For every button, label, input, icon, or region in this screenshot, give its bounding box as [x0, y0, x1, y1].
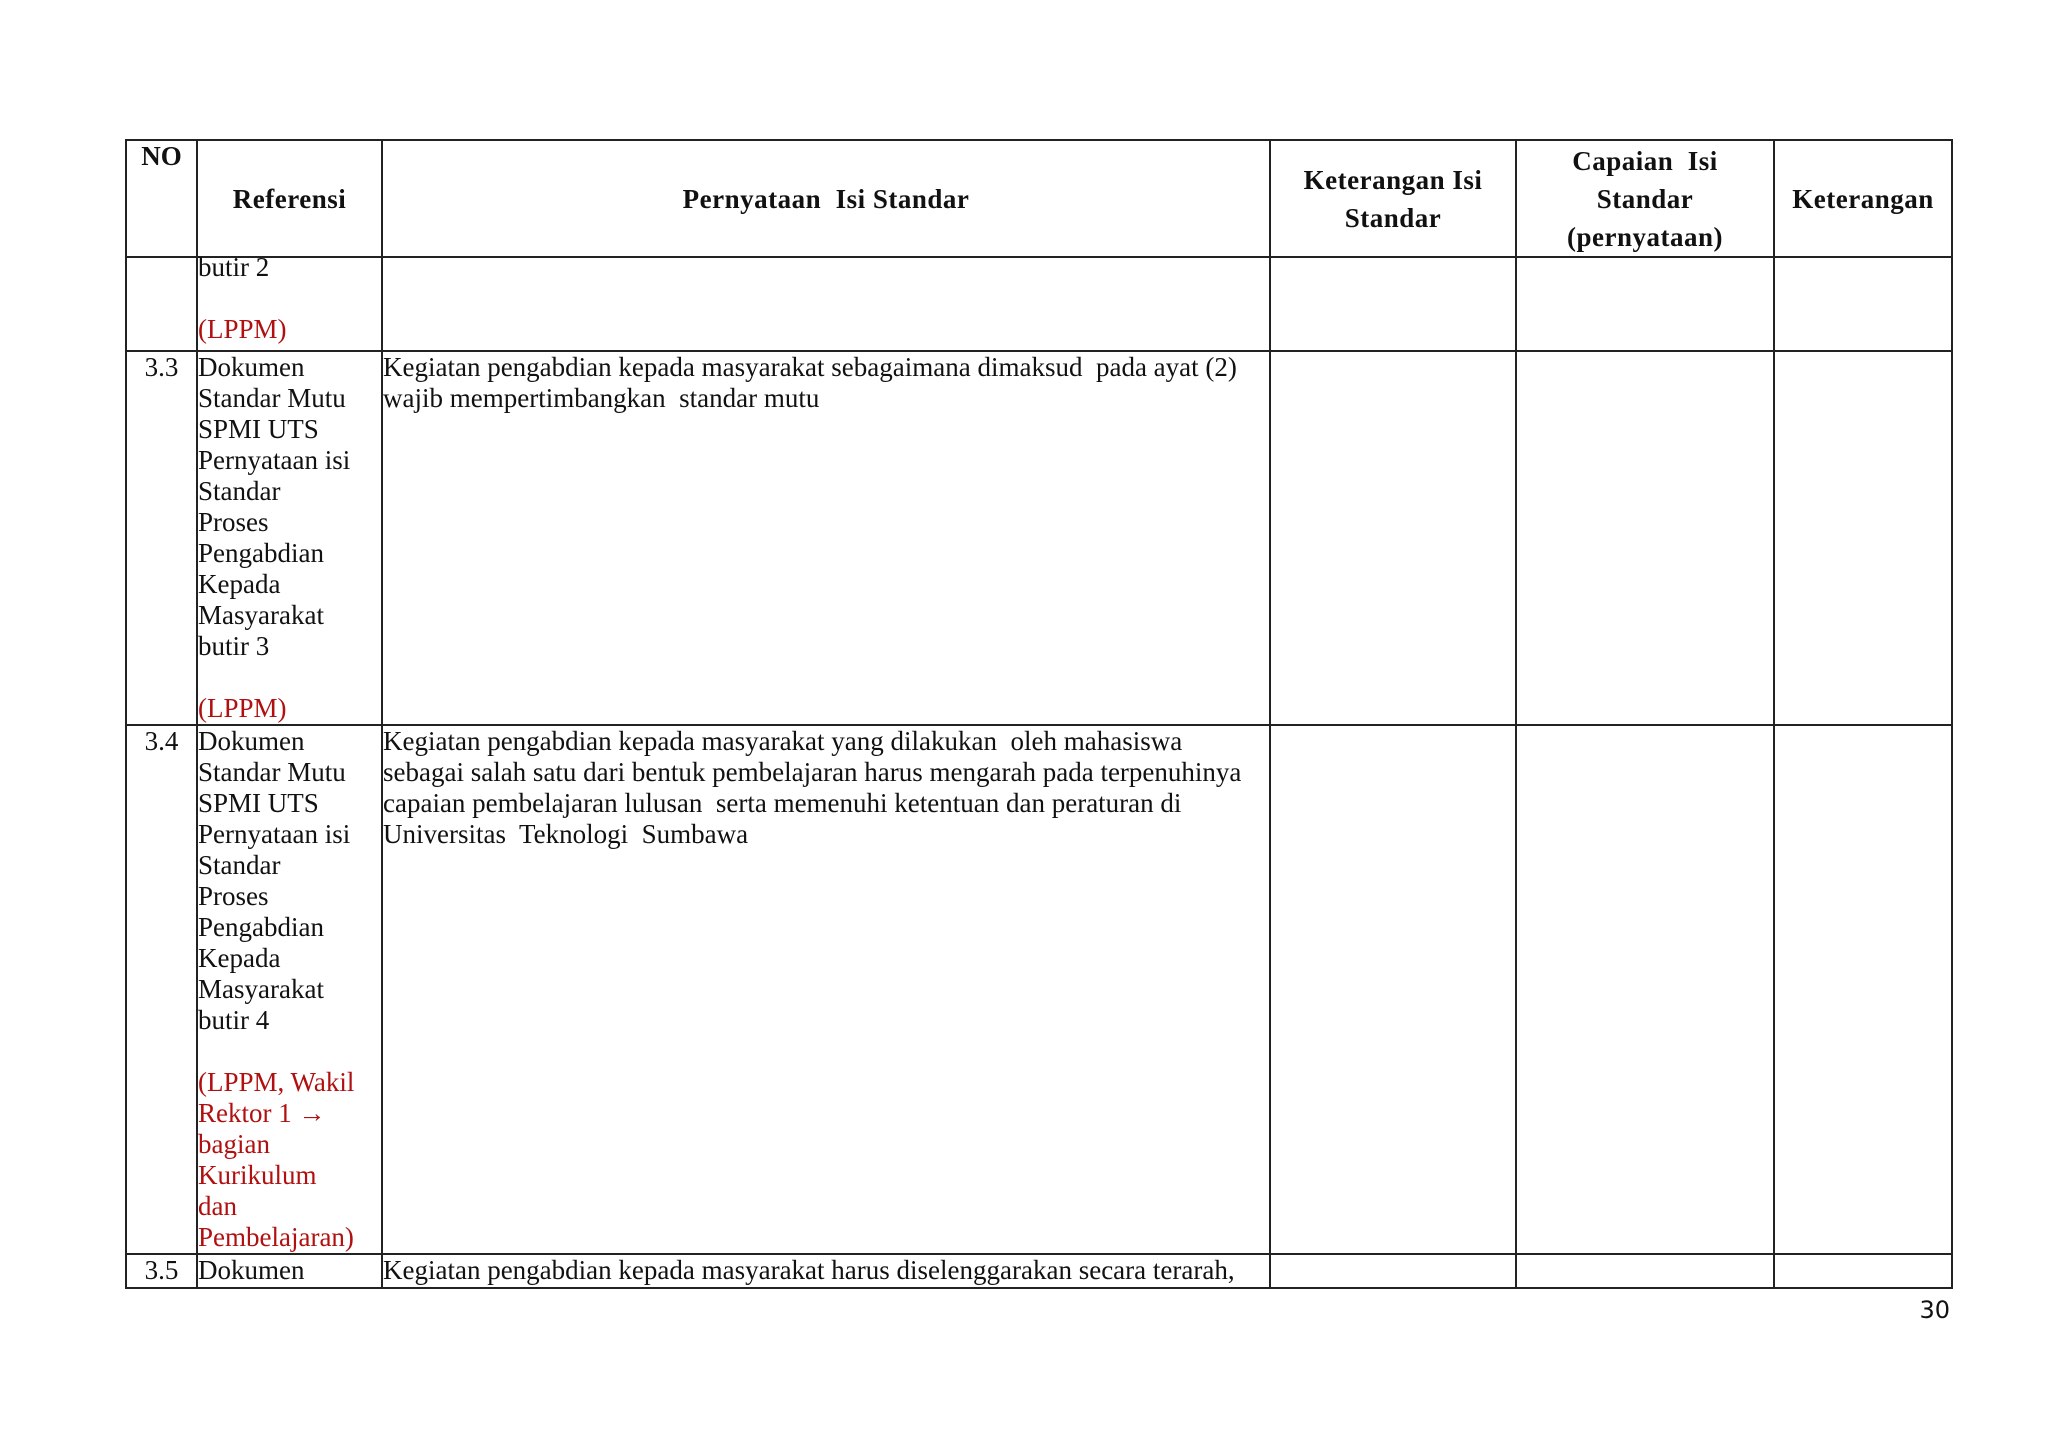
row-keterangan [1774, 1254, 1952, 1288]
row-keterangan-isi [1270, 725, 1516, 1254]
responsible-unit: dan [198, 1191, 237, 1221]
row-keterangan-isi [1270, 1254, 1516, 1288]
row-number: 3.4 [126, 725, 197, 1254]
header-keterangan-isi: Keterangan Isi Standar [1270, 140, 1516, 257]
table-row [126, 1254, 1952, 1288]
header-keterangan: Keterangan [1774, 140, 1952, 257]
row-capaian [1516, 351, 1774, 725]
table-row [126, 351, 1952, 725]
row-number: 3.3 [126, 351, 197, 725]
standard-table [125, 139, 1953, 1289]
row-referensi: Dokumen Standar Mutu SPMI UTS Pernyataan isi Standar Proses Pengabdian Kepada Masyarakat butir 3 (LPPM) [197, 351, 382, 725]
responsible-unit: Kurikulum [198, 1160, 317, 1190]
header-pernyataan: Pernyataan Isi Standar [382, 140, 1270, 257]
row-capaian [1516, 257, 1774, 351]
row-number: 3.5 [126, 1254, 197, 1288]
row-statement: Kegiatan pengabdian kepada masyarakat yang dilakukan oleh mahasiswa sebagai salah satu dari bentuk pembelajaran harus mengarah pada terpenuhinya capaian pembelajaran lulusan serta memenuhi ketentuan dan peraturan di Universitas Teknologi Sumbawa [382, 725, 1270, 1254]
row-capaian [1516, 725, 1774, 1254]
row-capaian [1516, 1254, 1774, 1288]
responsible-unit: Pembelajaran) [198, 1222, 354, 1252]
row-statement: Kegiatan pengabdian kepada masyarakat harus diselenggarakan secara terarah, [382, 1254, 1270, 1288]
table-row [126, 725, 1952, 1254]
header-capaian: Capaian Isi Standar (pernyataan) [1516, 140, 1774, 257]
row-number [126, 257, 197, 351]
row-keterangan-isi [1270, 257, 1516, 351]
row-referensi: Dokumen Standar Mutu SPMI UTS Pernyataan isi Standar Proses Pengabdian Kepada Masyarakat butir 4 (LPPM, Wakil Rektor 1 → bagian Kurikulum dan Pembelajaran) [197, 725, 382, 1254]
row-keterangan [1774, 257, 1952, 351]
header-no: NO [126, 140, 197, 257]
row-statement: Kegiatan pengabdian kepada masyarakat sebagaimana dimaksud pada ayat (2) wajib mempertimbangkan standar mutu [382, 351, 1270, 725]
row-keterangan [1774, 351, 1952, 725]
row-referensi: Dokumen [197, 1254, 382, 1288]
row-keterangan-isi [1270, 351, 1516, 725]
row-referensi: butir 2 (LPPM) [197, 257, 382, 351]
responsible-unit: (LPPM) [198, 314, 287, 344]
responsible-unit: Rektor 1 → [198, 1098, 326, 1128]
row-keterangan [1774, 725, 1952, 1254]
responsible-unit: (LPPM, Wakil [198, 1067, 355, 1097]
row-statement [382, 257, 1270, 351]
page-number: 30 [1919, 1296, 1950, 1324]
header-referensi: Referensi [197, 140, 382, 257]
responsible-unit: bagian [198, 1129, 270, 1159]
responsible-unit: (LPPM) [198, 693, 287, 723]
header-row [126, 140, 1952, 257]
table-row [126, 257, 1952, 351]
